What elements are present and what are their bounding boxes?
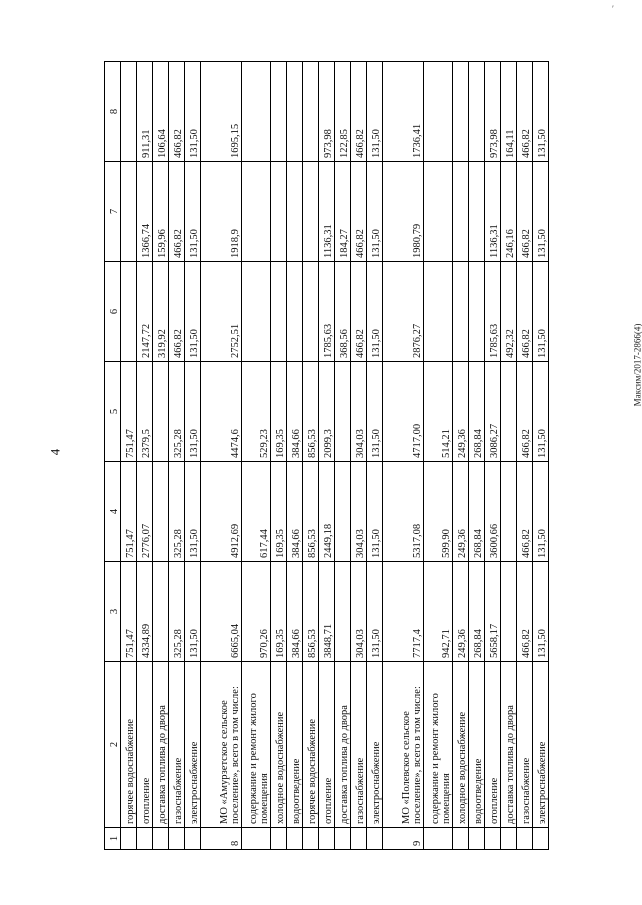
row-number-cell bbox=[424, 828, 453, 850]
value-cell: 2449,18 bbox=[319, 462, 335, 562]
row-name-cell: электроснабжение bbox=[367, 662, 383, 828]
row-name-cell: горячее водоснабжение bbox=[303, 662, 319, 828]
table-row bbox=[517, 62, 533, 850]
value-cell: 131,50 bbox=[533, 362, 549, 462]
value-cell bbox=[287, 62, 303, 162]
table-row bbox=[453, 62, 469, 850]
value-cell: 131,50 bbox=[367, 62, 383, 162]
table-row bbox=[424, 62, 453, 850]
value-cell: 304,03 bbox=[351, 362, 367, 462]
value-cell: 466,82 bbox=[169, 162, 185, 262]
value-cell: 131,50 bbox=[185, 462, 201, 562]
row-name-cell: электроснабжение bbox=[533, 662, 549, 828]
row-name-cell: газоснабжение bbox=[517, 662, 533, 828]
value-cell: 973,98 bbox=[485, 62, 501, 162]
value-cell: 131,50 bbox=[533, 62, 549, 162]
row-name-cell: электроснабжение bbox=[185, 662, 201, 828]
row-name-cell: доставка топлива до двора bbox=[335, 662, 351, 828]
value-cell: 599,90 bbox=[424, 462, 453, 562]
value-cell bbox=[303, 162, 319, 262]
table-row bbox=[319, 62, 335, 850]
header-row bbox=[105, 62, 121, 850]
table-row bbox=[485, 62, 501, 850]
value-cell bbox=[271, 262, 287, 362]
value-cell bbox=[335, 562, 351, 662]
row-number-cell bbox=[351, 828, 367, 850]
value-cell bbox=[424, 262, 453, 362]
value-cell bbox=[242, 62, 271, 162]
value-cell bbox=[153, 462, 169, 562]
value-cell: 2099,3 bbox=[319, 362, 335, 462]
value-cell: 466,82 bbox=[169, 262, 185, 362]
row-name-cell: холодное водоснабжение bbox=[271, 662, 287, 828]
value-cell bbox=[303, 262, 319, 362]
value-cell: 131,50 bbox=[185, 362, 201, 462]
value-cell bbox=[303, 62, 319, 162]
value-cell: 325,28 bbox=[169, 362, 185, 462]
value-cell bbox=[424, 62, 453, 162]
value-cell: 384,66 bbox=[287, 462, 303, 562]
value-cell: 268,84 bbox=[469, 462, 485, 562]
table-row bbox=[367, 62, 383, 850]
value-cell: 249,36 bbox=[453, 462, 469, 562]
row-name-cell: доставка топлива до двора bbox=[153, 662, 169, 828]
value-cell bbox=[271, 62, 287, 162]
value-cell: 249,36 bbox=[453, 562, 469, 662]
document-code: Максим/2017-2866(4) bbox=[632, 323, 642, 407]
value-cell: 856,53 bbox=[303, 362, 319, 462]
value-cell: 268,84 bbox=[469, 362, 485, 462]
row-name-cell: содержание и ремонт жилого помещения bbox=[242, 662, 271, 828]
row-name-cell: холодное водоснабжение bbox=[453, 662, 469, 828]
value-cell bbox=[501, 562, 517, 662]
value-cell: 169,35 bbox=[271, 562, 287, 662]
value-cell: 856,53 bbox=[303, 462, 319, 562]
value-cell: 751,47 bbox=[121, 562, 137, 662]
value-cell: 3848,71 bbox=[319, 562, 335, 662]
value-cell: 246,16 bbox=[501, 162, 517, 262]
table-row bbox=[242, 62, 271, 850]
value-cell: 368,56 bbox=[335, 262, 351, 362]
value-cell: 973,98 bbox=[319, 62, 335, 162]
value-cell: 1918,9 bbox=[201, 162, 242, 262]
value-cell: 4334,89 bbox=[137, 562, 153, 662]
value-cell: 529,23 bbox=[242, 362, 271, 462]
row-name-cell: доставка топлива до двора bbox=[501, 662, 517, 828]
row-number-cell bbox=[367, 828, 383, 850]
value-cell: 466,82 bbox=[517, 462, 533, 562]
value-cell bbox=[121, 62, 137, 162]
value-cell: 131,50 bbox=[367, 262, 383, 362]
table-row bbox=[185, 62, 201, 850]
value-cell bbox=[242, 162, 271, 262]
table-row bbox=[335, 62, 351, 850]
value-cell: 911,31 bbox=[137, 62, 153, 162]
value-cell: 466,82 bbox=[351, 262, 367, 362]
value-cell: 131,50 bbox=[367, 462, 383, 562]
value-cell: 3600,66 bbox=[485, 462, 501, 562]
value-cell: 466,82 bbox=[517, 262, 533, 362]
value-cell: 4717,00 bbox=[383, 362, 424, 462]
value-cell: 856,53 bbox=[303, 562, 319, 662]
row-name-cell: газоснабжение bbox=[351, 662, 367, 828]
row-name-cell: отопление bbox=[485, 662, 501, 828]
row-number-cell bbox=[271, 828, 287, 850]
value-cell: 319,92 bbox=[153, 262, 169, 362]
value-cell: 131,50 bbox=[533, 562, 549, 662]
value-cell: 131,50 bbox=[367, 162, 383, 262]
value-cell: 1136,31 bbox=[485, 162, 501, 262]
row-name-cell: содержание и ремонт жилого помещения bbox=[424, 662, 453, 828]
value-cell: 5317,08 bbox=[383, 462, 424, 562]
value-cell: 268,84 bbox=[469, 562, 485, 662]
value-cell: 106,64 bbox=[153, 62, 169, 162]
row-name-cell: отопление bbox=[319, 662, 335, 828]
value-cell: 3086,27 bbox=[485, 362, 501, 462]
value-cell: 131,50 bbox=[185, 62, 201, 162]
value-cell: 1366,74 bbox=[137, 162, 153, 262]
value-cell: 617,44 bbox=[242, 462, 271, 562]
value-cell: 4912,69 bbox=[201, 462, 242, 562]
table-row bbox=[153, 62, 169, 850]
value-cell: 514,21 bbox=[424, 362, 453, 462]
value-cell: 466,82 bbox=[351, 62, 367, 162]
value-cell: 325,28 bbox=[169, 562, 185, 662]
row-number-cell bbox=[153, 828, 169, 850]
table-row bbox=[501, 62, 517, 850]
header-cell: 6 bbox=[105, 262, 121, 362]
value-cell bbox=[424, 162, 453, 262]
row-number-cell bbox=[501, 828, 517, 850]
row-number-cell bbox=[121, 828, 137, 850]
value-cell: 2147,72 bbox=[137, 262, 153, 362]
table-row bbox=[201, 62, 242, 850]
value-cell bbox=[153, 362, 169, 462]
value-cell: 249,36 bbox=[453, 362, 469, 462]
value-cell bbox=[453, 162, 469, 262]
value-cell: 131,50 bbox=[533, 262, 549, 362]
value-cell: 5658,17 bbox=[485, 562, 501, 662]
value-cell: 131,50 bbox=[185, 562, 201, 662]
header-cell: 7 bbox=[105, 162, 121, 262]
value-cell: 2752,51 bbox=[201, 262, 242, 362]
value-cell: 4474,6 bbox=[201, 362, 242, 462]
value-cell: 751,47 bbox=[121, 462, 137, 562]
header-cell: 1 bbox=[105, 828, 121, 850]
value-cell: 304,03 bbox=[351, 562, 367, 662]
row-number-cell bbox=[453, 828, 469, 850]
value-cell: 2379,5 bbox=[137, 362, 153, 462]
row-name-cell: водоотведение bbox=[469, 662, 485, 828]
page-number: 4 bbox=[47, 448, 63, 456]
tariff-table bbox=[104, 61, 549, 850]
value-cell bbox=[287, 162, 303, 262]
row-number-cell bbox=[303, 828, 319, 850]
row-number-cell bbox=[469, 828, 485, 850]
value-cell: 466,82 bbox=[351, 162, 367, 262]
value-cell bbox=[335, 462, 351, 562]
table-row bbox=[287, 62, 303, 850]
row-name-cell: водоотведение bbox=[287, 662, 303, 828]
value-cell: 492,32 bbox=[501, 262, 517, 362]
row-number-cell bbox=[242, 828, 271, 850]
value-cell: 466,82 bbox=[517, 562, 533, 662]
value-cell: 466,82 bbox=[517, 362, 533, 462]
row-number-cell bbox=[319, 828, 335, 850]
value-cell bbox=[453, 62, 469, 162]
value-cell: 2776,07 bbox=[137, 462, 153, 562]
row-name-cell: горячее водоснабжение bbox=[121, 662, 137, 828]
value-cell: 164,11 bbox=[501, 62, 517, 162]
table-row bbox=[137, 62, 153, 850]
value-cell: 1136,31 bbox=[319, 162, 335, 262]
value-cell bbox=[469, 62, 485, 162]
value-cell: 169,35 bbox=[271, 362, 287, 462]
value-cell bbox=[501, 362, 517, 462]
row-name-cell: газоснабжение bbox=[169, 662, 185, 828]
row-name-cell: отопление bbox=[137, 662, 153, 828]
value-cell: 6665,04 bbox=[201, 562, 242, 662]
row-number-cell: 8 bbox=[201, 828, 242, 850]
row-number-cell bbox=[485, 828, 501, 850]
value-cell bbox=[469, 262, 485, 362]
value-cell: 325,28 bbox=[169, 462, 185, 562]
value-cell: 1980,79 bbox=[383, 162, 424, 262]
value-cell bbox=[121, 262, 137, 362]
value-cell: 159,96 bbox=[153, 162, 169, 262]
row-name-cell: МО «Полевское сельское поселение», всего в том числе: bbox=[383, 662, 424, 828]
table-row bbox=[271, 62, 287, 850]
header-cell: 8 bbox=[105, 62, 121, 162]
value-cell: 1785,63 bbox=[319, 262, 335, 362]
table-row bbox=[383, 62, 424, 850]
header-cell: 4 bbox=[105, 462, 121, 562]
value-cell: 1695,15 bbox=[201, 62, 242, 162]
value-cell: 1736,41 bbox=[383, 62, 424, 162]
value-cell: 751,47 bbox=[121, 362, 137, 462]
value-cell: 942,71 bbox=[424, 562, 453, 662]
value-cell: 122,85 bbox=[335, 62, 351, 162]
value-cell: 1785,63 bbox=[485, 262, 501, 362]
value-cell bbox=[153, 562, 169, 662]
row-number-cell bbox=[287, 828, 303, 850]
value-cell: 384,66 bbox=[287, 562, 303, 662]
row-number-cell bbox=[533, 828, 549, 850]
value-cell: 131,50 bbox=[533, 162, 549, 262]
table-row bbox=[351, 62, 367, 850]
value-cell bbox=[469, 162, 485, 262]
table-row bbox=[533, 62, 549, 850]
value-cell bbox=[501, 462, 517, 562]
value-cell bbox=[453, 262, 469, 362]
value-cell: 131,50 bbox=[367, 362, 383, 462]
row-number-cell bbox=[185, 828, 201, 850]
corner-mark: ′ bbox=[612, 4, 614, 14]
value-cell: 131,50 bbox=[367, 562, 383, 662]
value-cell: 131,50 bbox=[185, 262, 201, 362]
header-cell: 5 bbox=[105, 362, 121, 462]
header-cell: 3 bbox=[105, 562, 121, 662]
value-cell: 2876,27 bbox=[383, 262, 424, 362]
table-row bbox=[469, 62, 485, 850]
value-cell: 466,82 bbox=[169, 62, 185, 162]
tariff-table-frame bbox=[104, 62, 580, 850]
header-cell: 2 bbox=[105, 662, 121, 828]
table-row bbox=[169, 62, 185, 850]
value-cell: 304,03 bbox=[351, 462, 367, 562]
table-row bbox=[303, 62, 319, 850]
value-cell: 184,27 bbox=[335, 162, 351, 262]
row-name-cell: МО «Амурзетское сельское поселение», всего в том числе: bbox=[201, 662, 242, 828]
row-number-cell bbox=[517, 828, 533, 850]
value-cell: 466,82 bbox=[517, 162, 533, 262]
value-cell bbox=[242, 262, 271, 362]
value-cell bbox=[271, 162, 287, 262]
value-cell: 466,82 bbox=[517, 62, 533, 162]
value-cell: 131,50 bbox=[185, 162, 201, 262]
value-cell: 970,26 bbox=[242, 562, 271, 662]
value-cell bbox=[287, 262, 303, 362]
value-cell: 169,35 bbox=[271, 462, 287, 562]
row-number-cell bbox=[335, 828, 351, 850]
value-cell bbox=[335, 362, 351, 462]
value-cell bbox=[121, 162, 137, 262]
row-number-cell bbox=[137, 828, 153, 850]
value-cell: 7717,4 bbox=[383, 562, 424, 662]
value-cell: 384,66 bbox=[287, 362, 303, 462]
table-body bbox=[121, 62, 549, 850]
row-number-cell bbox=[169, 828, 185, 850]
tariff-table-rotated bbox=[104, 62, 580, 850]
row-number-cell: 9 bbox=[383, 828, 424, 850]
table-row bbox=[121, 62, 137, 850]
value-cell: 131,50 bbox=[533, 462, 549, 562]
